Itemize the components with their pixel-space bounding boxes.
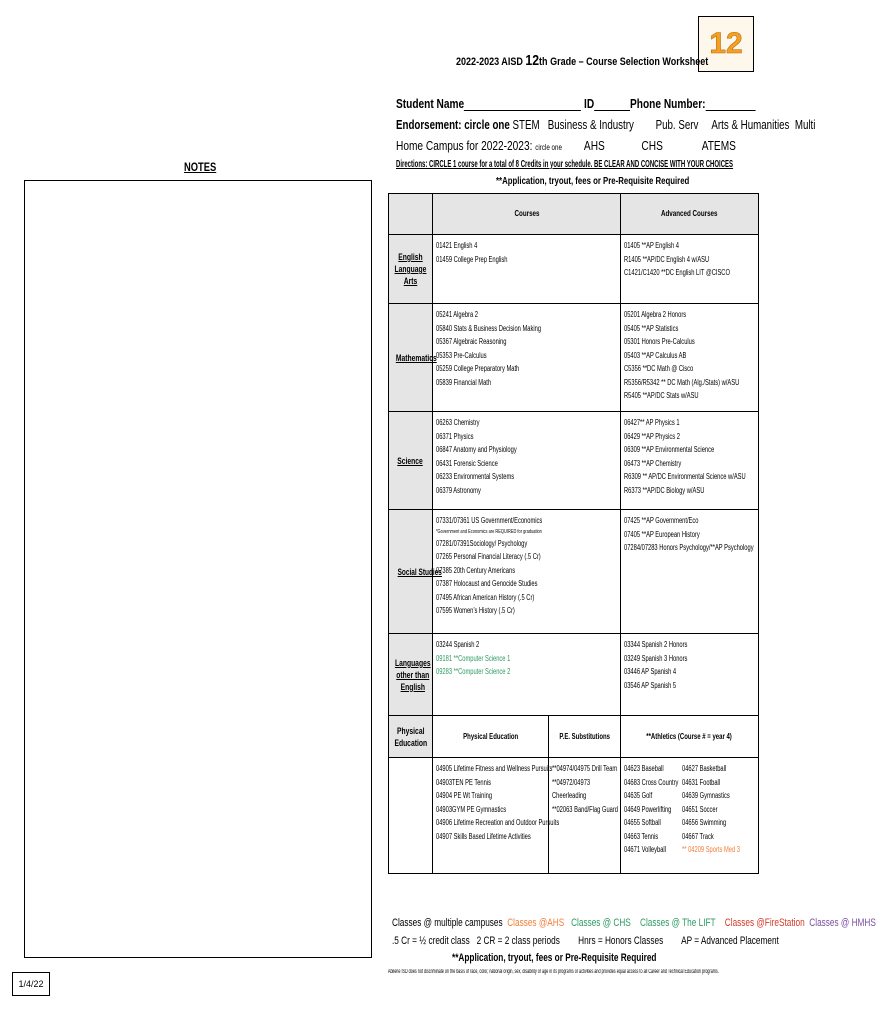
- course-option[interactable]: 03446 AP Spanish 4: [624, 667, 677, 676]
- course-option[interactable]: 06429 **AP Physics 2: [624, 431, 680, 441]
- course-option[interactable]: 06233 Environmental Systems: [436, 472, 515, 481]
- course-option[interactable]: 07284/07283 Honors Psychology/**AP Psychology: [624, 543, 754, 552]
- course-option[interactable]: 04656 Swimming: [682, 818, 727, 827]
- course-option[interactable]: R6309 ** AP/DC Environmental Science w/ASU: [624, 472, 746, 481]
- legend-firestation: Classes @FireStation: [724, 917, 805, 929]
- table-row: [389, 304, 759, 412]
- table-row: [389, 510, 759, 634]
- course-option[interactable]: 05301 Honors Pre-Calculus: [624, 337, 695, 346]
- courses-cell: [433, 412, 621, 510]
- course-option[interactable]: R6373 **AP/DC Biology w/ASU: [624, 485, 705, 495]
- course-option[interactable]: 04655 Softball: [624, 818, 661, 827]
- course-option[interactable]: 09283 **Computer Science 2: [436, 667, 511, 676]
- courses-cell: [433, 634, 621, 716]
- campus-legend: Classes @ multiple campuses Classes @AHS Classes @ CHS Classes @ The LIFT Classes @FireStation Classes @ HMHS: [392, 917, 876, 929]
- course-option[interactable]: 04649 Powerlifting: [624, 804, 672, 814]
- campus-line: [396, 138, 736, 153]
- advanced-cell: [621, 412, 759, 510]
- col-subs-header: P.E. Substitutions: [549, 716, 621, 758]
- subject-label: Mathematics: [389, 304, 433, 412]
- pe-courses-cell: [433, 758, 560, 874]
- course-option[interactable]: 07385 20th Century Americans: [436, 565, 516, 575]
- course-option[interactable]: 01421 English 4: [436, 241, 478, 250]
- course-option[interactable]: 04683 Cross Country: [624, 777, 679, 787]
- campus-option[interactable]: ATEMS: [701, 138, 736, 153]
- course-option[interactable]: 04671 Volleyball: [624, 845, 666, 854]
- notes-title: NOTES: [184, 160, 217, 174]
- table-row: [389, 412, 759, 510]
- course-option[interactable]: 06431 Forensic Science: [436, 458, 498, 468]
- phone-label: Phone Number:: [630, 96, 706, 111]
- campus-option[interactable]: AHS: [583, 138, 605, 153]
- col-courses-header: Courses: [433, 194, 621, 235]
- course-option[interactable]: 04904 PE Wt Training: [436, 791, 493, 800]
- athletics-cell: [621, 758, 759, 874]
- endorsement-option[interactable]: Pub. Serv: [655, 118, 699, 132]
- course-option[interactable]: 05405 **AP Statistics: [624, 323, 679, 333]
- application-legend: **Application, tryout, fees or Pre-Requisite Required: [452, 952, 657, 964]
- campus-hint: circle one: [535, 143, 562, 152]
- course-option[interactable]: 04627 Basketball: [682, 764, 727, 773]
- course-option[interactable]: 06371 Physics: [436, 431, 474, 441]
- course-table: [388, 193, 759, 874]
- col-athletics-header: **Athletics (Course # = year 4): [621, 716, 759, 758]
- col-advanced-header: Advanced Courses: [621, 194, 759, 235]
- campus-option[interactable]: CHS: [641, 138, 663, 153]
- date-stamp: 1/4/22: [12, 972, 50, 996]
- student-id-label: ID: [584, 96, 595, 111]
- pe-subs-cell: [549, 758, 621, 874]
- course-option[interactable]: 06473 **AP Chemistry: [624, 458, 682, 468]
- advanced-cell: [621, 510, 759, 634]
- course-option[interactable]: 04906 Lifetime Recreation and Outdoor Pursuits: [436, 818, 560, 827]
- course-option[interactable]: 01405 **AP English 4: [624, 241, 679, 250]
- subject-label: Languages other than English: [389, 634, 433, 716]
- courses-cell: [433, 304, 621, 412]
- course-option[interactable]: 03244 Spanish 2: [436, 640, 480, 649]
- endorsement-line: [396, 118, 815, 132]
- student-info-line: [396, 96, 755, 111]
- course-option[interactable]: 04905 Lifetime Fitness and Wellness Pursuits: [436, 764, 553, 773]
- pe-row: [389, 758, 759, 874]
- endorsement-option[interactable]: Arts & Humanities: [711, 118, 790, 132]
- course-option[interactable]: 05403 **AP Calculus AB: [624, 350, 687, 360]
- course-option[interactable]: 07387 Holocaust and Genocide Studies: [436, 579, 538, 588]
- courses-cell: [433, 235, 621, 304]
- course-option[interactable]: 09181 **Computer Science 1: [436, 653, 511, 663]
- grade-badge-text: 12: [709, 27, 743, 60]
- course-option[interactable]: 07595 Women’s History (.5 Cr): [436, 606, 515, 615]
- student-id-field[interactable]: [594, 110, 630, 111]
- course-option[interactable]: 07495 African American History (.5 Cr): [436, 592, 535, 602]
- course-option[interactable]: 04631 Football: [682, 777, 721, 787]
- legend-chs: Classes @ CHS: [571, 917, 631, 929]
- course-option[interactable]: 06263 Chemistry: [436, 418, 480, 427]
- student-name-field[interactable]: [464, 110, 581, 111]
- course-option[interactable]: 07425 **AP Government/Eco: [624, 516, 699, 525]
- course-option[interactable]: 04907 Skills Based Lifetime Activities: [436, 831, 531, 841]
- endorsement-option[interactable]: STEM: [512, 118, 540, 132]
- course-option[interactable]: **04972/04973: [552, 777, 591, 787]
- course-option[interactable]: 04667 Track: [682, 831, 714, 841]
- course-option[interactable]: 03344 Spanish 2 Honors: [624, 640, 688, 649]
- col-pe-header: Physical Education: [433, 716, 549, 758]
- subject-label: Science: [389, 412, 433, 510]
- course-option[interactable]: 05241 Algebra 2: [436, 310, 478, 319]
- advanced-cell: [621, 235, 759, 304]
- credits-legend: .5 Cr = ½ credit class 2 CR = 2 class periods Hnrs = Honors Classes AP = Advanced Placement: [392, 935, 779, 947]
- course-option[interactable]: **04974/04975 Drill Team: [552, 764, 618, 773]
- directions-text: Directions: CIRCLE 1 course for a total of 8 Credits in your schedule. BE CLEAR AND CONCISE WITH YOUR CHOICES: [396, 159, 734, 170]
- course-option[interactable]: 04663 Tennis: [624, 831, 659, 841]
- course-option[interactable]: 05259 College Preparatory Math: [436, 364, 520, 373]
- course-option[interactable]: 06847 Anatomy and Physiology: [436, 445, 517, 454]
- course-option[interactable]: R5405 **AP/DC Stats w/ASU: [624, 391, 699, 400]
- course-option[interactable]: 03249 Spanish 3 Honors: [624, 653, 688, 663]
- application-note: **Application, tryout, fees or Pre-Requisite Required: [496, 176, 690, 187]
- course-option[interactable]: 05353 Pre-Calculus: [436, 350, 487, 360]
- course-option[interactable]: 04903GYM PE Gymnastics: [436, 804, 507, 814]
- endorsement-label: Endorsement: circle one: [396, 118, 510, 132]
- course-option[interactable]: 07331/07361 US Government/Economics: [436, 516, 543, 525]
- course-option[interactable]: 05839 Financial Math: [436, 377, 492, 387]
- course-option[interactable]: 04651 Soccer: [682, 804, 718, 814]
- course-option[interactable]: 07281/07391Sociology/ Psychology: [436, 538, 528, 548]
- course-option[interactable]: 06427** AP Physics 1: [624, 418, 680, 427]
- legend-hmhs: Classes @ HMHS: [809, 917, 876, 929]
- subject-label: Physical Education: [389, 716, 433, 758]
- student-name-label: Student Name: [396, 96, 465, 111]
- page-title: 2022-2023 AISD 12th Grade – Course Selection Worksheet: [456, 52, 709, 69]
- advanced-cell: [621, 634, 759, 716]
- course-option[interactable]: 04623 Baseball: [624, 764, 664, 773]
- pe-header-row: [389, 716, 759, 758]
- course-option[interactable]: ** 04209 Sports Med 3: [682, 845, 740, 854]
- course-option[interactable]: 01459 College Prep English: [436, 254, 508, 264]
- nondiscrimination-disclaimer: Abilene ISD does not discriminate on the basis of race, color, national origin, sex, disability or age in its programs or activities and provides equal access to all Career and Technical Education programs.: [388, 969, 719, 975]
- course-option[interactable]: 06309 **AP Environmental Science: [624, 445, 715, 454]
- course-option[interactable]: Cheerleading: [552, 791, 587, 800]
- table-header-row: [389, 194, 759, 235]
- courses-cell: [433, 510, 621, 634]
- legend-ahs: Classes @AHS: [507, 917, 565, 929]
- legend-lift: Classes @ The LIFT: [639, 917, 716, 929]
- course-option[interactable]: 07265 Personal Financial Literacy (.5 Cr): [436, 552, 541, 561]
- endorsement-option[interactable]: Business & Industry: [547, 118, 634, 132]
- course-option[interactable]: C1421/C1420 **DC English LIT @CISCO: [624, 268, 730, 277]
- notes-area[interactable]: [24, 180, 372, 958]
- table-row: [389, 235, 759, 304]
- table-row: [389, 634, 759, 716]
- subject-label: English Language Arts: [389, 235, 433, 304]
- course-option[interactable]: 04639 Gymnastics: [682, 791, 730, 800]
- advanced-cell: [621, 304, 759, 412]
- course-option[interactable]: C5356 **DC Math @ Cisco: [624, 364, 694, 373]
- course-option[interactable]: 06379 Astronomy: [436, 485, 481, 495]
- course-option[interactable]: 05840 Stats & Business Decision Making: [436, 323, 542, 333]
- course-option[interactable]: 04635 Golf: [624, 791, 653, 800]
- course-note: *Government and Economics are REQUIRED for graduation: [436, 528, 542, 535]
- course-option[interactable]: 04903TEN PE Tennis: [436, 777, 491, 787]
- course-option[interactable]: 05201 Algebra 2 Honors: [624, 310, 687, 319]
- campus-label: Home Campus for 2022-2023:: [396, 138, 533, 153]
- course-option[interactable]: 03546 AP Spanish 5: [624, 680, 677, 690]
- phone-field[interactable]: [706, 110, 756, 111]
- course-option[interactable]: 05367 Algebraic Reasoning: [436, 337, 507, 346]
- subject-label: Social Studies: [389, 510, 433, 634]
- course-option[interactable]: R1405 **AP/DC English 4 w/ASU: [624, 254, 710, 264]
- course-option[interactable]: R5356/R5342 ** DC Math (Alg./Stats) w/ASU: [624, 377, 740, 387]
- endorsement-option[interactable]: Multi: [794, 118, 816, 132]
- course-option[interactable]: **02063 Band/Flag Guard: [552, 804, 618, 814]
- course-option[interactable]: 07405 **AP European History: [624, 529, 700, 539]
